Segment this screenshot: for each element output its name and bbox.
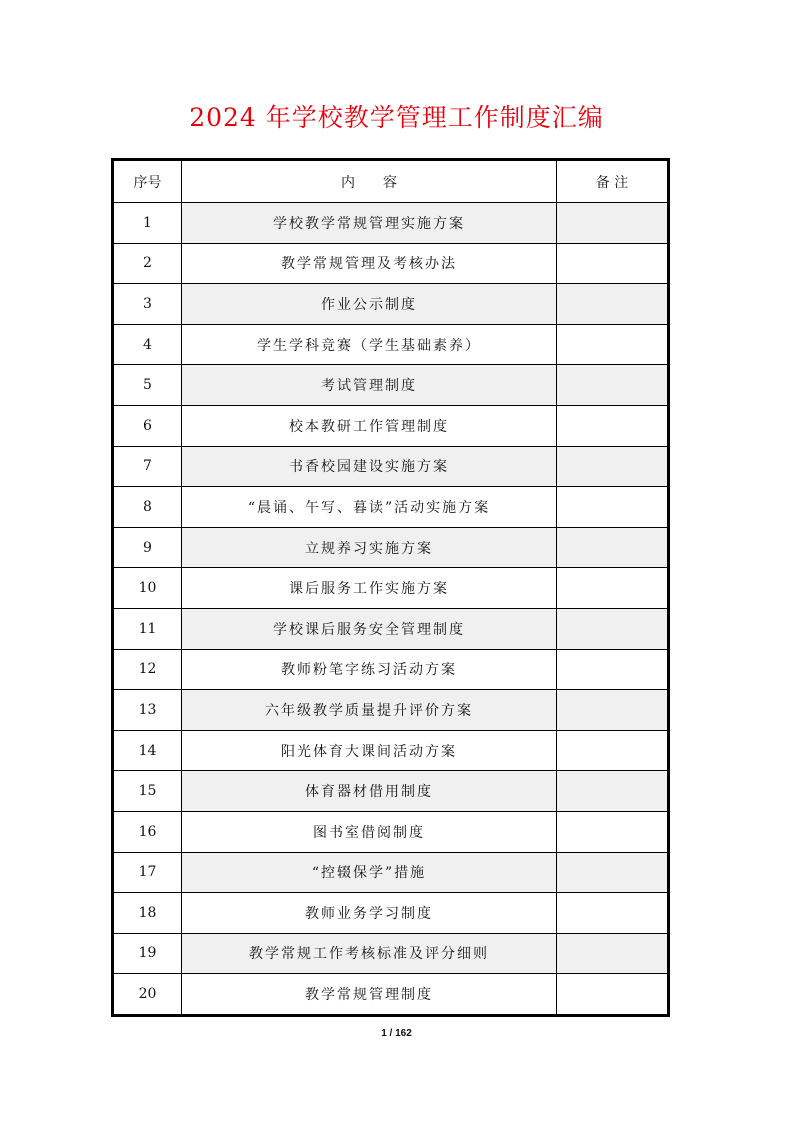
row-number: 9 — [113, 527, 182, 568]
row-remarks — [557, 203, 669, 244]
row-content: 立规养习实施方案 — [182, 527, 557, 568]
row-content: 作业公示制度 — [182, 284, 557, 325]
row-number: 6 — [113, 405, 182, 446]
table-row — [113, 933, 669, 974]
table-row — [113, 365, 669, 406]
row-content: “晨诵、午写、暮读”活动实施方案 — [182, 487, 557, 528]
row-number: 19 — [113, 933, 182, 974]
row-remarks — [557, 690, 669, 731]
row-number: 7 — [113, 446, 182, 487]
document-title: 2024 年学校教学管理工作制度汇编 — [189, 103, 604, 132]
table-header-row — [113, 160, 669, 203]
table-row — [113, 608, 669, 649]
row-number: 18 — [113, 893, 182, 934]
table-row — [113, 568, 669, 609]
table-row — [113, 527, 669, 568]
table-row — [113, 811, 669, 852]
row-number: 8 — [113, 487, 182, 528]
row-remarks — [557, 608, 669, 649]
table-row — [113, 446, 669, 487]
row-content: 学校教学常规管理实施方案 — [182, 203, 557, 244]
row-content: 六年级教学质量提升评价方案 — [182, 690, 557, 731]
row-remarks — [557, 487, 669, 528]
row-number: 1 — [113, 203, 182, 244]
row-content: 教学常规管理及考核办法 — [182, 243, 557, 284]
row-content: 学生学科竞赛（学生基础素养） — [182, 324, 557, 365]
row-number: 3 — [113, 284, 182, 325]
row-remarks — [557, 527, 669, 568]
table-row — [113, 893, 669, 934]
table-row — [113, 649, 669, 690]
table-body — [113, 203, 669, 1016]
row-remarks — [557, 243, 669, 284]
row-remarks — [557, 365, 669, 406]
table-row — [113, 771, 669, 812]
row-number: 5 — [113, 365, 182, 406]
row-number: 10 — [113, 568, 182, 609]
table-row — [113, 405, 669, 446]
row-number: 15 — [113, 771, 182, 812]
row-remarks — [557, 893, 669, 934]
row-number: 20 — [113, 974, 182, 1016]
row-content: 阳光体育大课间活动方案 — [182, 730, 557, 771]
row-number: 13 — [113, 690, 182, 731]
row-remarks — [557, 974, 669, 1016]
table-row — [113, 487, 669, 528]
row-content: 考试管理制度 — [182, 365, 557, 406]
table-row — [113, 852, 669, 893]
table-row — [113, 324, 669, 365]
row-content: 教师业务学习制度 — [182, 893, 557, 934]
table-row — [113, 690, 669, 731]
row-content: 图书室借阅制度 — [182, 811, 557, 852]
row-remarks — [557, 730, 669, 771]
row-content: “控辍保学”措施 — [182, 852, 557, 893]
row-remarks — [557, 811, 669, 852]
row-remarks — [557, 568, 669, 609]
header-content: 内 容 — [182, 160, 557, 203]
row-number: 14 — [113, 730, 182, 771]
table-row — [113, 243, 669, 284]
row-content: 体育器材借用制度 — [182, 771, 557, 812]
row-content: 书香校园建设实施方案 — [182, 446, 557, 487]
table-row — [113, 284, 669, 325]
header-number: 序号 — [113, 160, 182, 203]
row-remarks — [557, 852, 669, 893]
row-content: 教学常规管理制度 — [182, 974, 557, 1016]
row-number: 11 — [113, 608, 182, 649]
row-number: 4 — [113, 324, 182, 365]
row-remarks — [557, 324, 669, 365]
table-row — [113, 203, 669, 244]
row-remarks — [557, 649, 669, 690]
header-remarks: 备 注 — [557, 160, 669, 203]
row-remarks — [557, 284, 669, 325]
row-remarks — [557, 405, 669, 446]
row-remarks — [557, 771, 669, 812]
table-row — [113, 974, 669, 1016]
row-number: 2 — [113, 243, 182, 284]
row-content: 教学常规工作考核标准及评分细则 — [182, 933, 557, 974]
row-content: 课后服务工作实施方案 — [182, 568, 557, 609]
row-remarks — [557, 933, 669, 974]
row-number: 12 — [113, 649, 182, 690]
page-indicator: 1 / 162 — [381, 1028, 412, 1039]
row-number: 16 — [113, 811, 182, 852]
row-content: 教师粉笔字练习活动方案 — [182, 649, 557, 690]
row-remarks — [557, 446, 669, 487]
table-row — [113, 730, 669, 771]
row-number: 17 — [113, 852, 182, 893]
row-content: 学校课后服务安全管理制度 — [182, 608, 557, 649]
row-content: 校本教研工作管理制度 — [182, 405, 557, 446]
contents-table — [111, 158, 670, 1017]
